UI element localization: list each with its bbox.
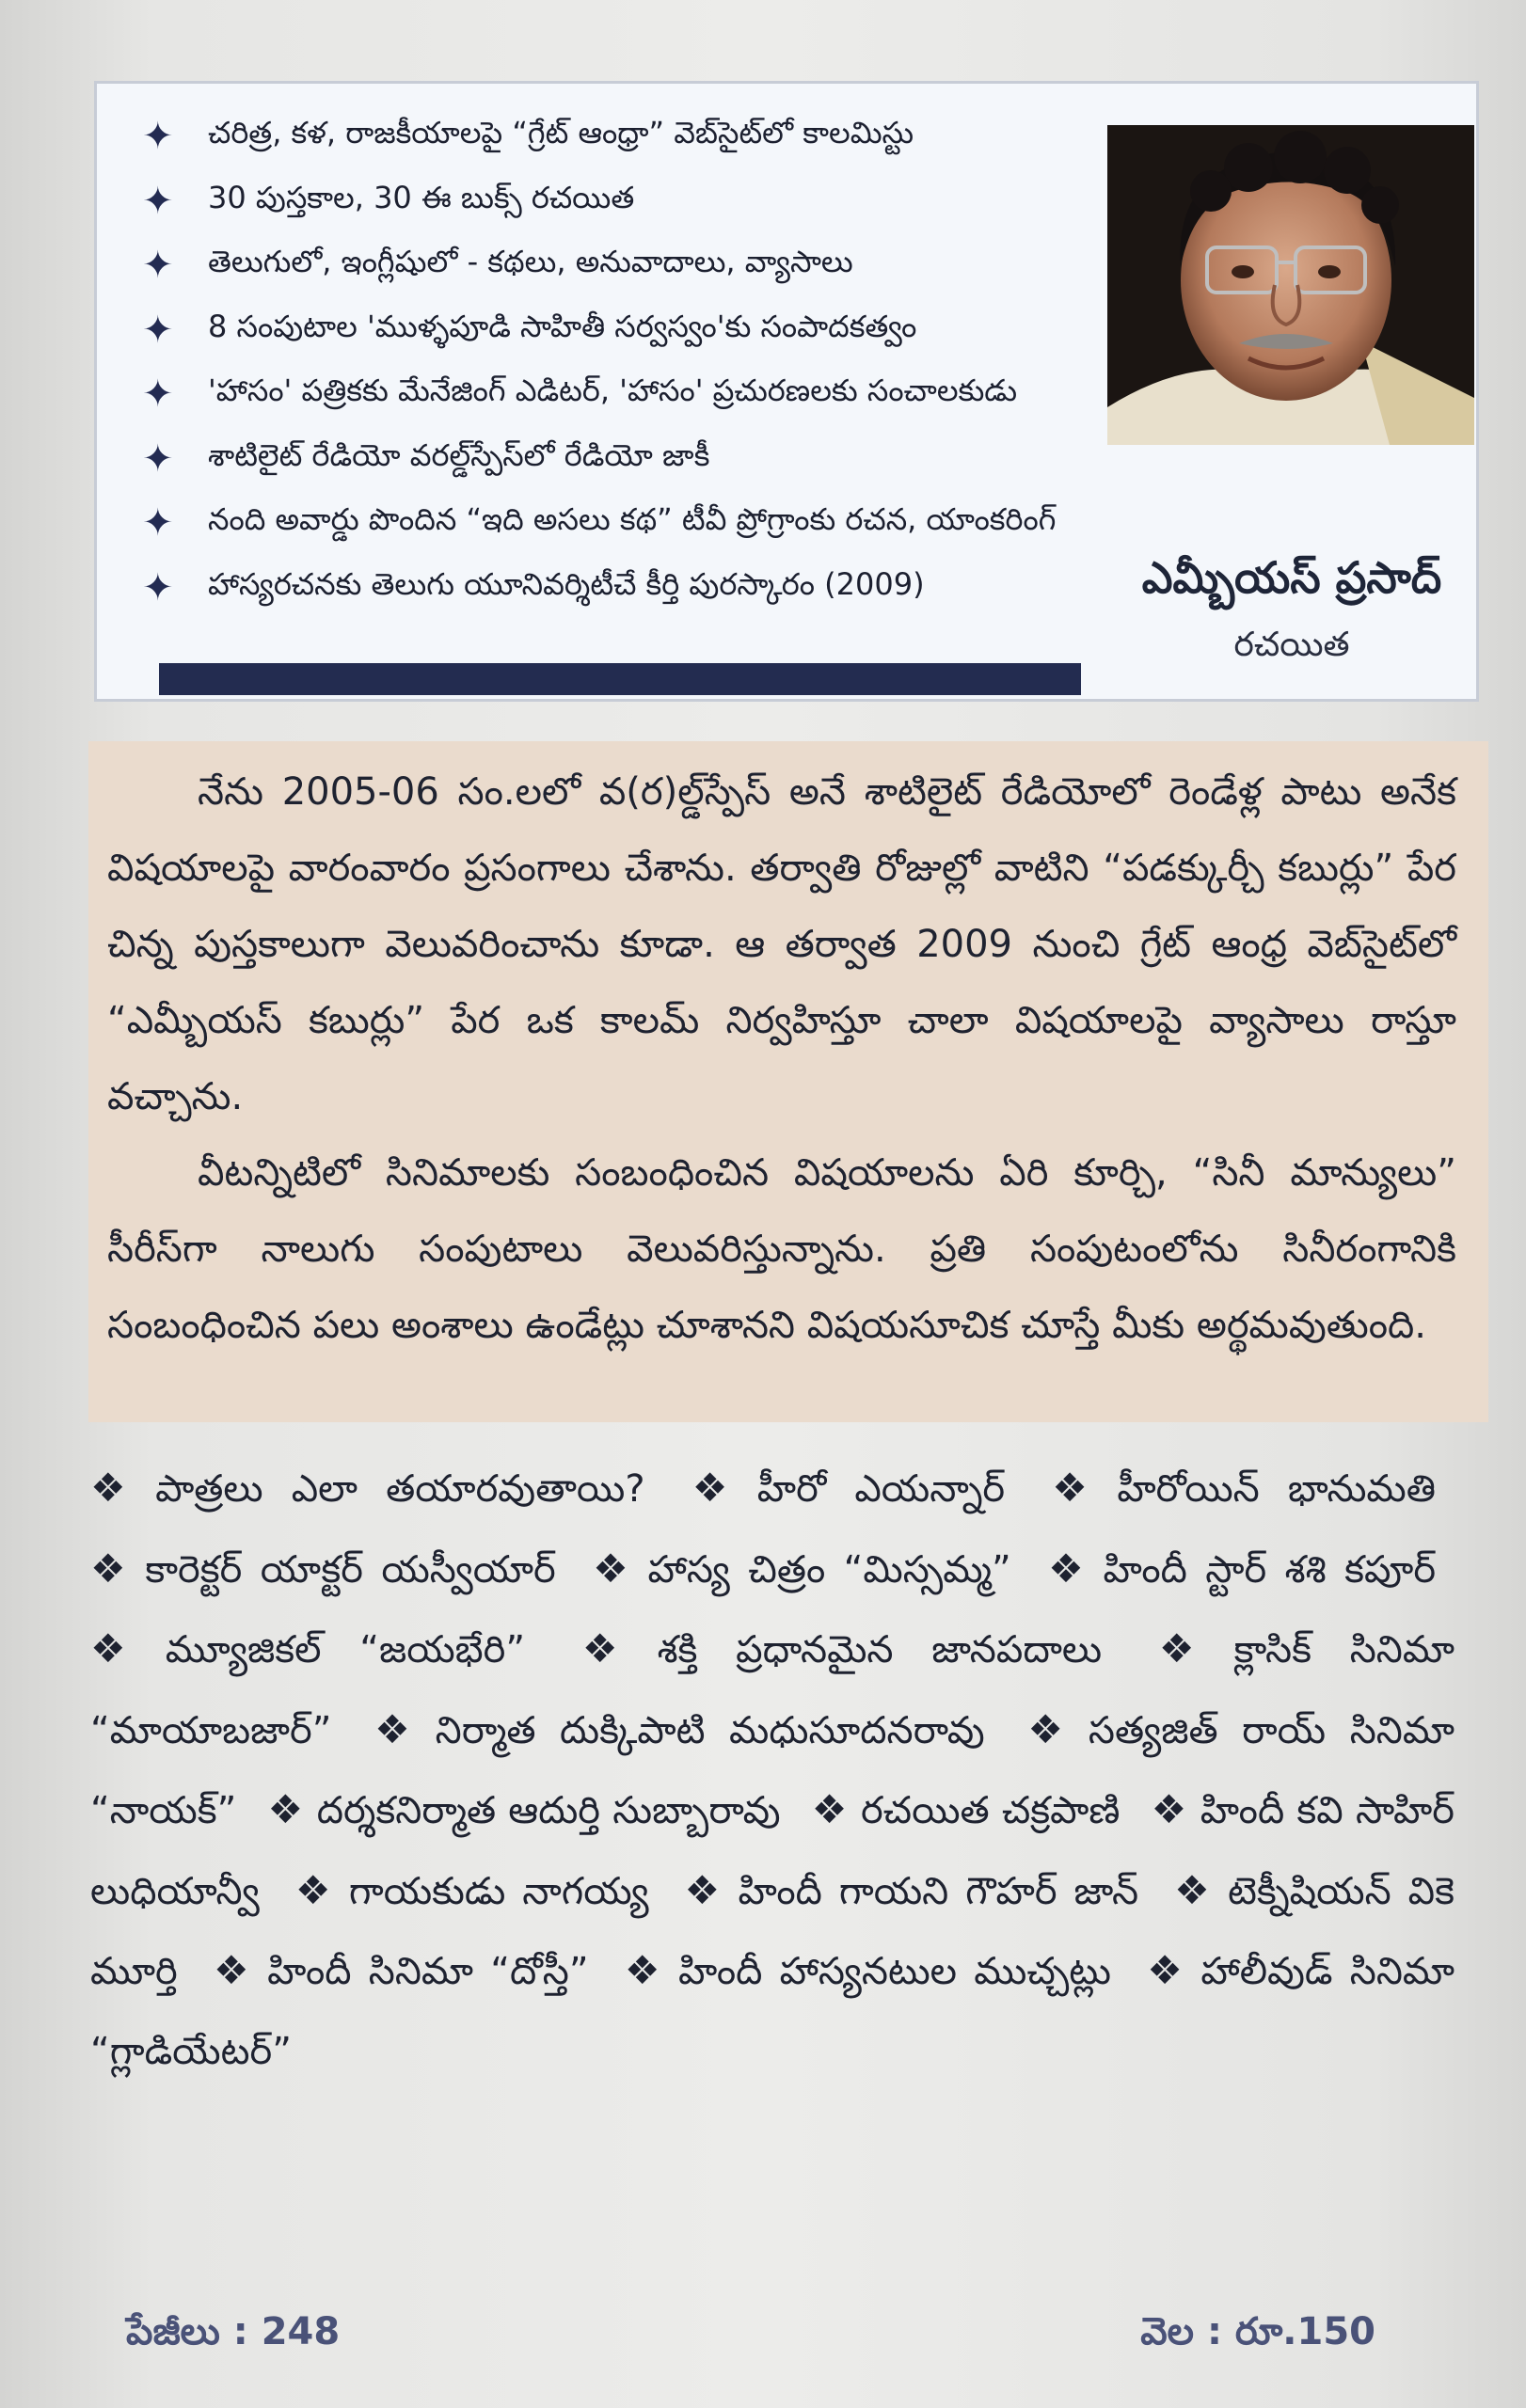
topic-item: హిందీ గాయని గౌహర్ జాన్	[738, 1869, 1139, 1913]
bio-divider-bar	[159, 663, 1081, 695]
topic-item: టెక్నీషియన్ వికె మూర్తి	[90, 1869, 1454, 1993]
four-diamond-icon: ❖	[267, 1786, 304, 1832]
bio-item-text: శాటిలైట్ రేడియో వరల్డ్‌స్పేస్‌లో రేడియో జాకీ	[208, 436, 710, 473]
author-bio-box	[94, 81, 1479, 702]
four-diamond-icon: ❖	[1027, 1705, 1075, 1752]
bio-item-text: చరిత్ర, కళ, రాజకీయాలపై “గ్రేట్ ఆంధ్రా” వెబ్‌సైట్‌లో కాలమిస్టు	[208, 115, 914, 151]
four-diamond-icon: ❖	[1048, 1545, 1090, 1592]
topic-item: సత్యజిత్ రాయ్ సినిమా “నాయక్”	[90, 1708, 1455, 1832]
bio-item-text: హాస్యరచనకు తెలుగు యూనివర్శిటీచే కీర్తి పురస్కారం (2009)	[208, 565, 925, 602]
bio-list-item	[142, 362, 1168, 427]
bio-list-item	[142, 298, 1168, 363]
four-diamond-icon: ❖	[1147, 1947, 1188, 1993]
topic-item: గాయకుడు నాగయ్య	[348, 1869, 649, 1913]
topic-item: హీరోయిన్ భానుమతి	[1117, 1467, 1437, 1511]
bio-list-item	[142, 104, 1168, 169]
author-name: ఎమ్బీయస్ ప్రసాద్	[1141, 552, 1442, 603]
bio-list	[142, 104, 1168, 620]
four-diamond-icon: ❖	[1052, 1465, 1105, 1511]
topic-item: శక్తి ప్రధానమైన జానపదాలు	[657, 1628, 1103, 1671]
bio-list-item	[142, 427, 1168, 492]
four-diamond-icon: ❖	[624, 1947, 665, 1993]
four-diamond-icon: ❖	[294, 1866, 336, 1913]
four-point-star-icon: ✦	[142, 308, 174, 352]
intro-paragraph: వీటన్నిటిలో సినిమాలకు సంబంధించిన విషయాలను ఏరి కూర్చి, “సినీ మాన్యులు” సీరీస్‌గా నాలుగు సంపుటాలు వెలువరిస్తున్నాను. ప్రతి సంపుటంలోను సినీరంగానికి సంబంధించిన పలు అంశాలు ఉండేట్లు చూశానని విషయసూచిక చూస్తే మీకు అర్థమవుతుంది.	[107, 1151, 1456, 1347]
four-diamond-icon: ❖	[90, 1545, 133, 1592]
four-diamond-icon: ❖	[684, 1866, 725, 1913]
four-point-star-icon: ✦	[142, 115, 174, 159]
topic-item: పాత్రలు ఎలా తయారవుతాయి?	[155, 1467, 645, 1511]
topic-item: మ్యూజికల్ “జయభేరి”	[165, 1628, 526, 1671]
author-role: రచయిత	[1233, 626, 1350, 664]
four-diamond-icon: ❖	[1158, 1625, 1221, 1671]
author-portrait-illustration	[1107, 125, 1474, 445]
four-diamond-icon: ❖	[213, 1947, 255, 1993]
bio-list-item	[142, 233, 1168, 298]
bio-item-text: తెలుగులో, ఇంగ్లీషులో - కథలు, అనువాదాలు, వ్యాసాలు	[208, 244, 853, 280]
four-diamond-icon: ❖	[811, 1786, 848, 1832]
topic-item: దర్శకనిర్మాత ఆదుర్తి సుబ్బారావు	[316, 1789, 781, 1832]
four-diamond-icon: ❖	[593, 1545, 635, 1592]
four-point-star-icon: ✦	[142, 372, 174, 417]
bio-item-text: 'హాసం' పత్రికకు మేనేజింగ్ ఎడిటర్, 'హాసం' ప్రచురణలకు సంచాలకుడు	[208, 372, 1018, 409]
topic-item: హిందీ స్టార్ శశి కపూర్	[1103, 1547, 1437, 1592]
price: వెల : రూ.150	[1140, 2310, 1375, 2353]
four-point-star-icon: ✦	[142, 244, 174, 288]
topic-item: క్లాసిక్ సినిమా “మాయాబజార్”	[90, 1628, 1455, 1752]
four-point-star-icon: ✦	[142, 179, 174, 223]
bio-item-text: 8 సంపుటాల 'ముళ్ళపూడి సాహితీ సర్వస్వం'కు సంపాదకత్వం	[208, 308, 917, 344]
bio-list-item	[142, 556, 1168, 621]
topic-item: హాలీవుడ్ సినిమా “గ్లాడియేటర్”	[90, 1950, 1455, 2073]
four-diamond-icon: ❖	[581, 1625, 644, 1671]
four-diamond-icon: ❖	[1174, 1866, 1216, 1913]
topic-item: హిందీ సినిమా “దోస్తీ”	[267, 1950, 589, 1993]
author-photo	[1107, 125, 1474, 445]
topic-item: హిందీ కవి సాహిర్ లుధియాన్వీ	[90, 1789, 1454, 1913]
four-diamond-icon: ❖	[90, 1465, 143, 1511]
topic-item: నిర్మాత దుక్కిపాటి మధుసూదనరావు	[435, 1708, 985, 1752]
four-point-star-icon: ✦	[142, 436, 174, 481]
topic-item: హాస్య చిత్రం “మిస్సమ్మ”	[647, 1547, 1011, 1592]
topics-list	[90, 1449, 1454, 2091]
four-point-star-icon: ✦	[142, 501, 174, 546]
bio-list-item	[142, 169, 1168, 234]
four-diamond-icon: ❖	[1151, 1786, 1187, 1832]
topic-item: హీరో ఎయన్నార్	[756, 1467, 1006, 1511]
four-diamond-icon: ❖	[691, 1465, 744, 1511]
topic-item: కారెక్టర్ యాక్టర్ యస్వీయార్	[145, 1547, 556, 1592]
bio-item-text: 30 పుస్తకాల, 30 ఈ బుక్స్ రచయిత	[208, 179, 635, 215]
intro-paragraph: నేను 2005-06 సం.లలో వ(ర)ల్డ్‌స్పేస్ అనే శాటిలైట్ రేడియోలో రెండేళ్ల పాటు అనేక విషయాలపై వారంవారం ప్రసంగాలు చేశాను. తర్వాతి రోజుల్లో వాటిని “పడక్కుర్చీ కబుర్లు” పేర చిన్న పుస్తకాలుగా వెలువరించాను కూడా. ఆ తర్వాత 2009 నుంచి గ్రేట్ ఆంధ్ర వెబ్‌సైట్‌లో “ఎమ్బీయస్ కబుర్లు” పేర ఒక కాలమ్ నిర్వహిస్తూ చాలా విషయాలపై వ్యాసాలు రాస్తూ వచ్చాను.	[107, 770, 1456, 1118]
bio-item-text: నంది అవార్డు పొందిన “ఇది అసలు కథ” టీవీ ప్రోగ్రాంకు రచన, యాంకరింగ్	[208, 501, 1057, 538]
four-point-star-icon: ✦	[142, 565, 174, 610]
topic-item: రచయిత చక్రపాణి	[860, 1789, 1121, 1832]
topic-item: హిందీ హాస్యనటుల ముచ్చట్లు	[677, 1950, 1111, 1993]
bio-list-item	[142, 491, 1168, 556]
page-count: పేజీలు : 248	[126, 2310, 341, 2353]
four-diamond-icon: ❖	[374, 1705, 422, 1752]
four-diamond-icon: ❖	[90, 1625, 152, 1671]
intro-box	[88, 741, 1488, 1422]
